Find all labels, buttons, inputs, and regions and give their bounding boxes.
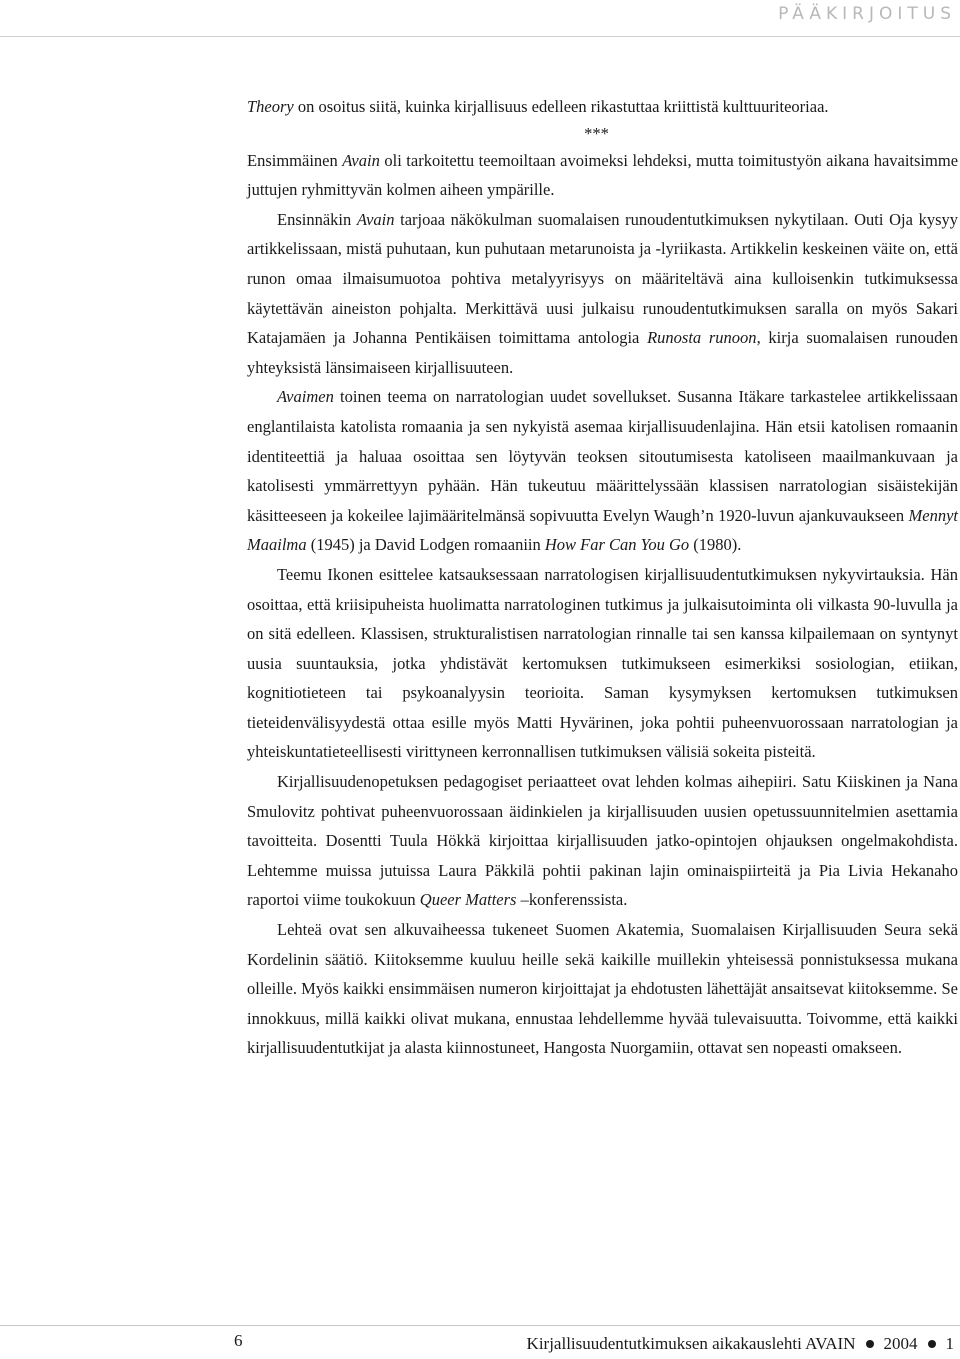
section-label: PÄÄKIRJOITUS — [778, 4, 956, 24]
page-number: 6 — [234, 1331, 243, 1350]
italic-title: Avaimen — [277, 387, 334, 407]
italic-title: Avain — [356, 209, 395, 229]
italic-title: Theory — [247, 97, 294, 116]
paragraph-theory: Theory on osoitus siitä, kuinka kirjallisuus edelleen rikastuttaa kriittistä kulttuuriteoriaa. — [247, 97, 829, 116]
header-divider — [0, 36, 960, 37]
paragraph-poetry: Ensinnäkin Avain tarjoaa näkökulman suomalaisen runoudentutkimuksen nykytilaan. Outi Oja kysyy artikkelissaan, mistä puhutaan, kun puhutaan metarunoista ja -lyriikasta. Artikkelin keskeinen väite on, että runon omaa ilmaisumuotoa pohtiva metalyyrisyys on määriteltävä aina kulloisenkin tutkimuksessa käytettävän aineiston pohjalta. Merkittävä uusi julkaisu runoudentutkimuksen saralla on myös Sakari Katajamäen ja Johanna Pentikäisen toimittama antologia Runosta runoon, kirja suomalaisen runouden yhteyksistä länsimaiseen kirjallisuuteen. — [247, 209, 958, 377]
italic-title: Runosta runoon — [647, 328, 757, 348]
footer-divider — [0, 1325, 960, 1326]
editorial-body — [247, 92, 958, 1063]
journal-name: Kirjallisuudentutkimuksen aikakauslehti AVAIN — [526, 1334, 856, 1353]
paragraph-intro: Ensimmäinen Avain oli tarkoitettu teemoiltaan avoimeksi lehdeksi, mutta toimitustyön aikana havaitsimme juttujen ryhmittyvän kolmen aiheen ympärille. — [247, 150, 959, 200]
italic-title: Avain — [342, 150, 380, 170]
paragraph-pedagogy: Kirjallisuudenopetuksen pedagogiset periaatteet ovat lehden kolmas aihepiiri. Satu Kiiskinen ja Nana Smulovitz pohtivat puheenvuorossaan äidinkielen ja kirjallisuuden uusien opetussuunnitelmien asettamia tavoitteita. Dosentti Tuula Hökkä kirjoittaa kirjallisuuden jatko-opintojen ohjauksen ongelmakohdista. Lehtemme muissa jutuissa Laura Päkkilä pohtii pakinan lajin ominaispiirteitä ja Pia Livia Hekanaho raportoi viime toukokuun Queer Matters –konferenssista. — [247, 772, 958, 910]
paragraph-ikonen: Teemu Ikonen esittelee katsauksessaan narratologisen kirjallisuudentutkimuksen nykyvirtauksia. Hän osoittaa, että kriisipuheista huolimatta narratologinen tutkimus ja julkaisutoiminta oli vilkasta 90-luvulla ja on sitä edelleen. Klassisen, strukturalistisen narratologian rinnalle tai sen kanssa kilpailemaan on syntynyt uusia suuntauksia, jotka yhdistävät kertomuksen tutkimukseen esimerkiksi sosiologian, etiikan, kognitiotieteen tai psykoanalyysin teorioita. Saman kysymyksen kertomuksen tutkimuksen tieteidenvälisyydestä ottaa esille myös Matti Hyvärinen, joka pohtii puheenvuorossaan narratologian ja yhteiskuntatieteellisesti virittyneen kerronnallisen tutkimuksen välisiä sokeita pisteitä. — [247, 564, 958, 762]
italic-title: Queer Matters — [419, 890, 517, 910]
paragraph-narratology: Avaimen toinen teema on narratologian uudet sovellukset. Susanna Itäkare tarkastelee artikkelissaan englantilaista katolista romaania ja sen nykyistä asemaa kirjallisuudenlajina. Hän etsii katolisen romaanin identiteettiä ja haluaa osoittaa sen löytyvän teoksen sitoutumisesta katoliseen maailmankuvaan ja katolisesti ymmärrettyyn pyhään. Hän tukeutuu määrittelyssään klassisen narratologian sisäistekijän käsitteeseen ja kokeilee lajimääritelmänsä sopivuutta Evelyn Waugh’n 1920-luvun ajankuvaukseen Mennyt Maailma (1945) ja David Lodgen romaaniin How Far Can You Go (1980). — [247, 387, 958, 555]
paragraph-thanks: Lehteä ovat sen alkuvaiheessa tukeneet Suomen Akatemia, Suomalaisen Kirjallisuuden Seura sekä Kordelinin säätiö. Kiitoksemme kuuluu heille sekä kaikille muillekin yhteisessä ponnistuksessa mukana olleille. Myös kaikki ensimmäisen numeron kirjoittajat ja ehdotusten lähettäjät ansaitsevat kiitoksemme. Se innokkuus, millä kaikki olivat mukana, ennustaa lehdellemme hyvää tulevaisuutta. Toivomme, että kaikki kirjallisuudentutkijat ja alasta kiinnostuneet, Hangosta Nuorgamiin, ottavat sen nopeasti omakseen. — [247, 920, 958, 1058]
italic-title: How Far Can You Go — [544, 535, 690, 555]
journal-year: 2004 — [883, 1334, 918, 1353]
section-separator: *** — [584, 123, 609, 143]
journal-issue: 1 — [945, 1334, 954, 1353]
journal-footer — [527, 1334, 954, 1354]
italic-title: Mennyt Maailma — [247, 505, 958, 555]
bullet-icon — [928, 1340, 936, 1348]
bullet-icon — [866, 1340, 874, 1348]
